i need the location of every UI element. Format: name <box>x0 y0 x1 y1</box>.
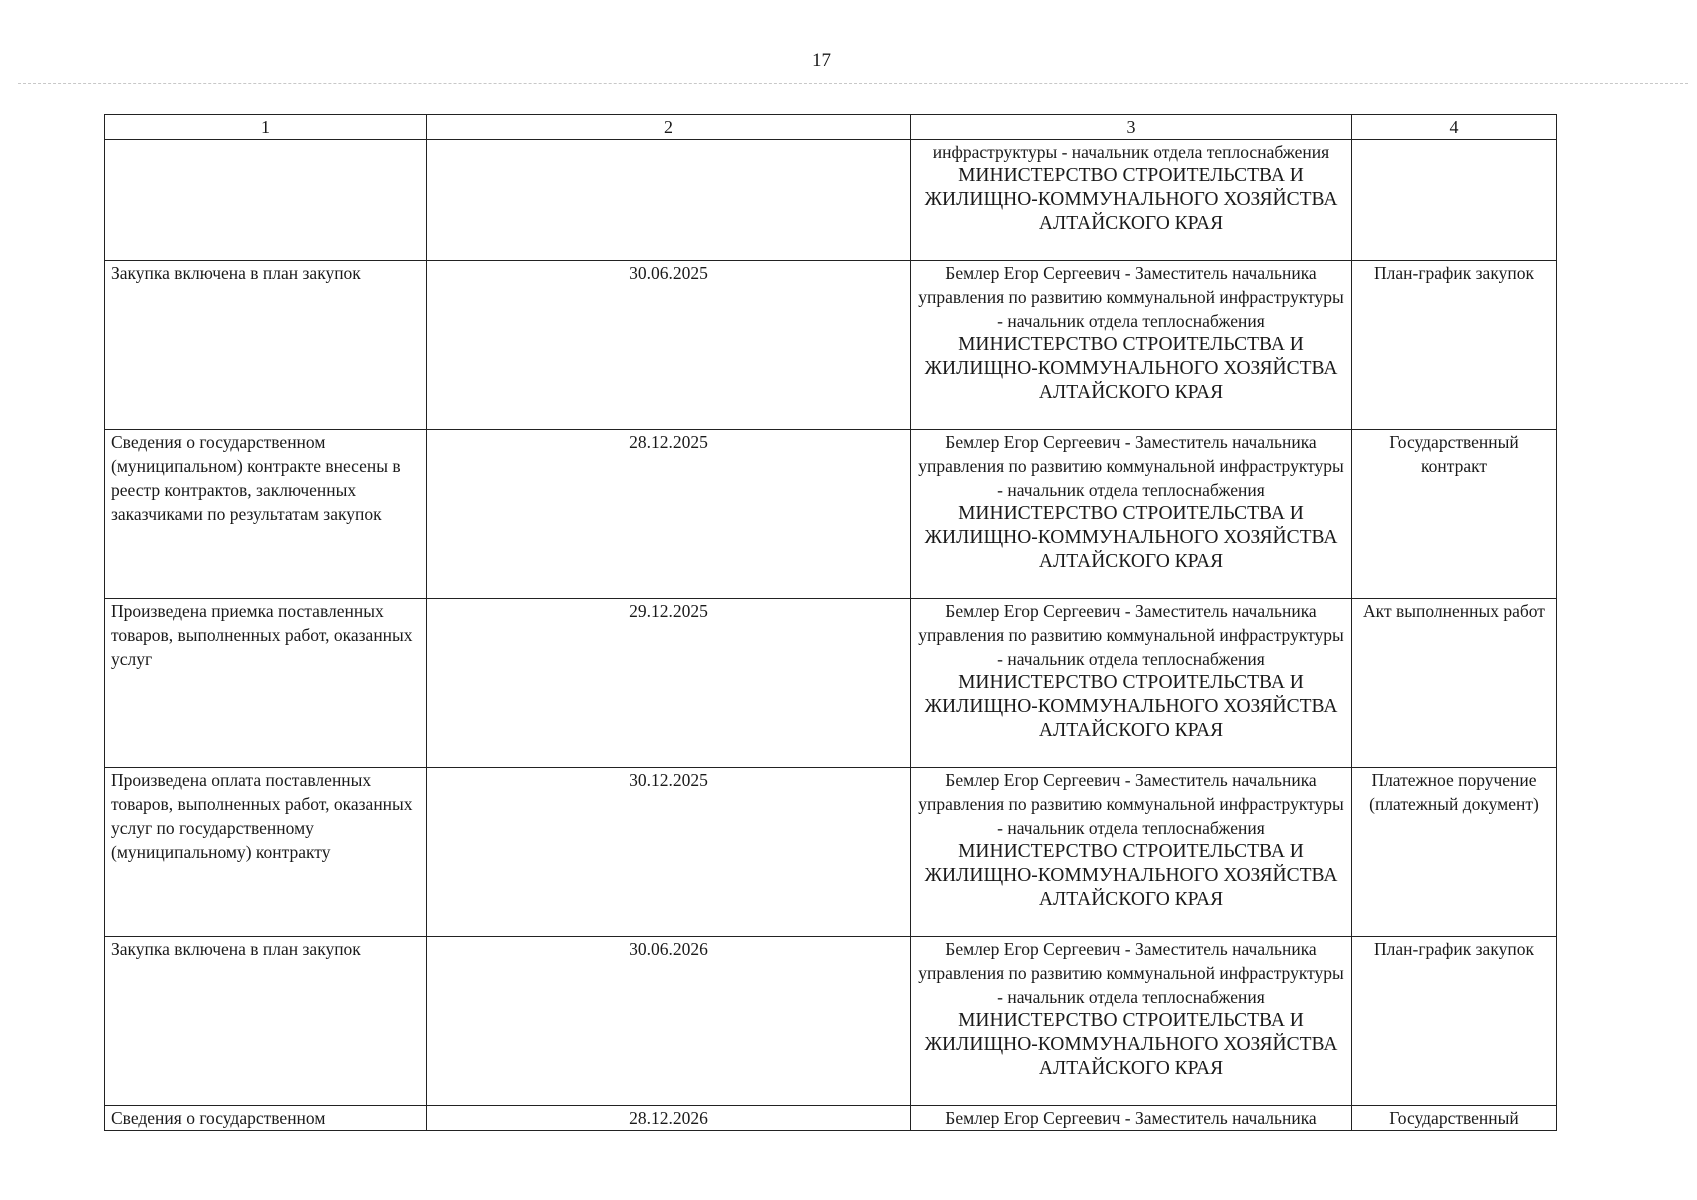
responsible-person: Бемлер Егор Сергеевич - Заместитель начальника управления по развитию коммунальной инфраструктуры - начальник отдела теплоснабжения <box>918 432 1344 500</box>
table-row <box>105 768 1557 937</box>
event-cell: Сведения о государственном (муниципальном) контракте внесены в реестр контрактов, заключенных заказчиками по результатам закупок <box>105 430 427 599</box>
event-cell <box>105 140 427 261</box>
date-cell: 30.06.2025 <box>427 261 911 430</box>
table-row <box>105 430 1557 599</box>
event-cell: Закупка включена в план закупок <box>105 937 427 1106</box>
scan-artifact-line <box>18 83 1688 84</box>
date-cell: 28.12.2026 <box>427 1106 911 1131</box>
table-row-continued <box>105 140 1557 261</box>
event-cell: Произведена приемка поставленных товаров, выполненных работ, оказанных услуг <box>105 599 427 768</box>
date-cell: 28.12.2025 <box>427 430 911 599</box>
page-number: 17 <box>812 50 831 71</box>
responsible-cell <box>911 430 1352 599</box>
column-header-2: 2 <box>427 115 911 140</box>
responsible-ministry: МИНИСТЕРСТВО СТРОИТЕЛЬСТВА И ЖИЛИЩНО-КОММУНАЛЬНОГО ХОЗЯЙСТВА АЛТАЙСКОГО КРАЯ <box>924 165 1338 234</box>
responsible-cell <box>911 768 1352 937</box>
responsible-person: инфраструктуры - начальник отдела теплоснабжения <box>932 142 1330 162</box>
column-header-4: 4 <box>1352 115 1557 140</box>
table-row <box>105 261 1557 430</box>
column-header-3: 3 <box>911 115 1352 140</box>
responsible-cell <box>911 261 1352 430</box>
event-cell: Произведена оплата поставленных товаров, выполненных работ, оказанных услуг по государственному (муниципальному) контракту <box>105 768 427 937</box>
table-row <box>105 937 1557 1106</box>
responsible-person: Бемлер Егор Сергеевич - Заместитель начальника управления по развитию коммунальной инфраструктуры - начальник отдела теплоснабжения <box>918 770 1344 838</box>
table-row-truncated <box>105 1106 1557 1131</box>
document-cell: Платежное поручение (платежный документ) <box>1352 768 1557 937</box>
responsible-ministry: МИНИСТЕРСТВО СТРОИТЕЛЬСТВА И ЖИЛИЩНО-КОММУНАЛЬНОГО ХОЗЯЙСТВА АЛТАЙСКОГО КРАЯ <box>924 503 1338 572</box>
document-cell: Государственный контракт <box>1352 430 1557 599</box>
event-cell: Сведения о государственном <box>105 1106 427 1131</box>
responsible-person: Бемлер Егор Сергеевич - Заместитель начальника управления по развитию коммунальной инфраструктуры - начальник отдела теплоснабжения <box>918 263 1344 331</box>
responsible-person: Бемлер Егор Сергеевич - Заместитель начальника управления по развитию коммунальной инфраструктуры - начальник отдела теплоснабжения <box>918 601 1344 669</box>
date-cell: 30.12.2025 <box>427 768 911 937</box>
document-cell: План-график закупок <box>1352 937 1557 1106</box>
document-cell: Государственный <box>1352 1106 1557 1131</box>
responsible-ministry: МИНИСТЕРСТВО СТРОИТЕЛЬСТВА И ЖИЛИЩНО-КОММУНАЛЬНОГО ХОЗЯЙСТВА АЛТАЙСКОГО КРАЯ <box>924 672 1338 741</box>
responsible-ministry: МИНИСТЕРСТВО СТРОИТЕЛЬСТВА И ЖИЛИЩНО-КОММУНАЛЬНОГО ХОЗЯЙСТВА АЛТАЙСКОГО КРАЯ <box>924 841 1338 910</box>
table-header-row <box>105 115 1557 140</box>
responsible-cell <box>911 937 1352 1106</box>
responsible-ministry: МИНИСТЕРСТВО СТРОИТЕЛЬСТВА И ЖИЛИЩНО-КОММУНАЛЬНОГО ХОЗЯЙСТВА АЛТАЙСКОГО КРАЯ <box>924 334 1338 403</box>
document-cell: Акт выполненных работ <box>1352 599 1557 768</box>
responsible-cell <box>911 140 1352 261</box>
schedule-table <box>104 114 1557 1131</box>
table-row <box>105 599 1557 768</box>
responsible-cell <box>911 599 1352 768</box>
event-cell: Закупка включена в план закупок <box>105 261 427 430</box>
responsible-ministry: МИНИСТЕРСТВО СТРОИТЕЛЬСТВА И ЖИЛИЩНО-КОММУНАЛЬНОГО ХОЗЯЙСТВА АЛТАЙСКОГО КРАЯ <box>924 1010 1338 1079</box>
date-cell: 29.12.2025 <box>427 599 911 768</box>
responsible-cell: Бемлер Егор Сергеевич - Заместитель начальника <box>911 1106 1352 1131</box>
responsible-person: Бемлер Егор Сергеевич - Заместитель начальника управления по развитию коммунальной инфраструктуры - начальник отдела теплоснабжения <box>918 939 1344 1007</box>
date-cell <box>427 140 911 261</box>
date-cell: 30.06.2026 <box>427 937 911 1106</box>
document-cell <box>1352 140 1557 261</box>
column-header-1: 1 <box>105 115 427 140</box>
document-cell: План-график закупок <box>1352 261 1557 430</box>
